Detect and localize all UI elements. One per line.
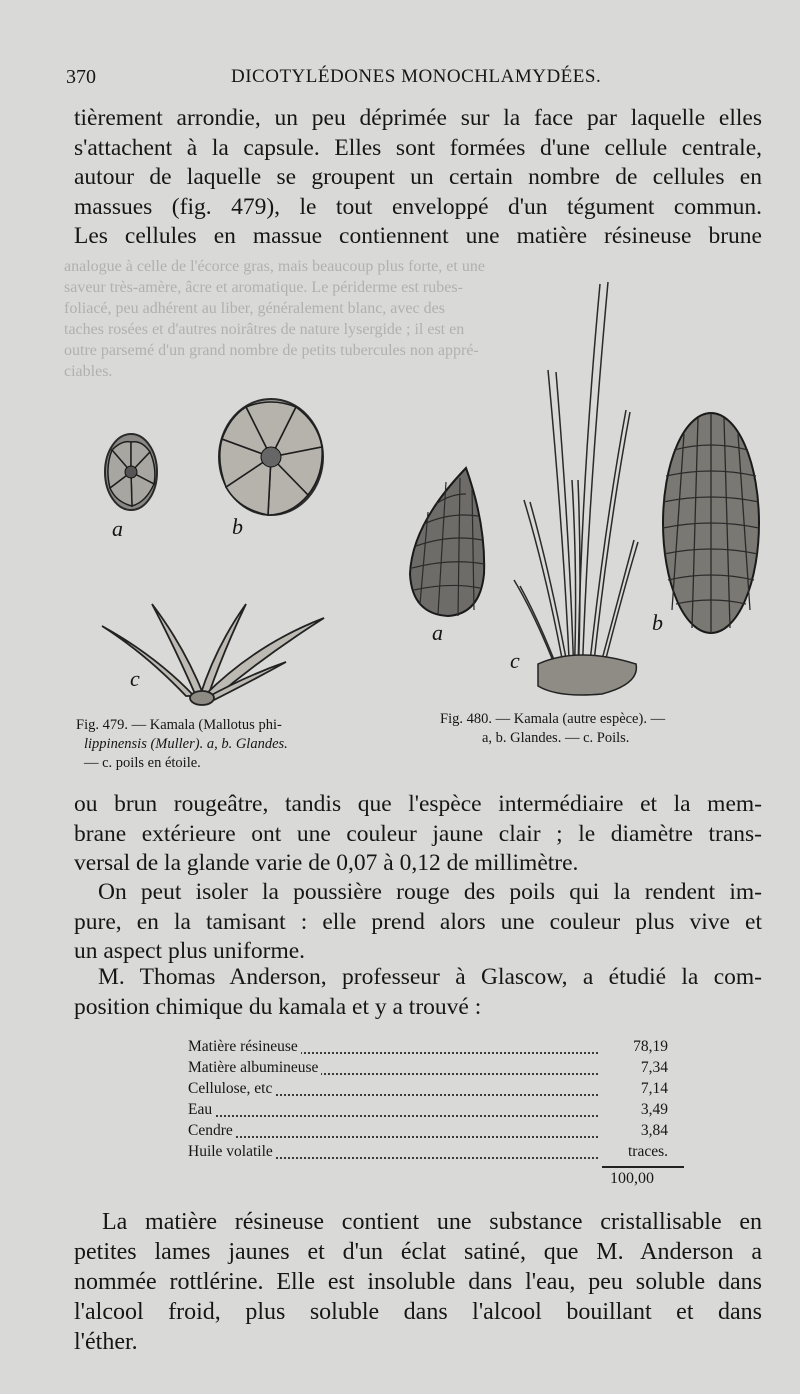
- figure-479-gland-a: [100, 428, 162, 518]
- caption-line: — c. poils en étoile.: [84, 755, 201, 771]
- figure-479-gland-b: [216, 395, 326, 520]
- bleedthrough-line: analogue à celle de l'écorce gras, mais beaucoup plus forte, et une: [64, 258, 485, 275]
- component-name: Eau: [188, 1101, 215, 1119]
- text-line: massues (fig. 479), le tout enveloppé d'un tégument commun.: [74, 193, 762, 220]
- text-line: pure, en la tamisant : elle prend alors une couleur plus vive et: [74, 908, 762, 935]
- component-name: Matière albumineuse: [188, 1059, 321, 1077]
- figure-480-caption: [440, 710, 760, 748]
- text-line: autour de laquelle se groupent un certain nombre de cellules en: [74, 164, 762, 190]
- total-rule: [602, 1166, 684, 1168]
- table-row: [188, 1038, 668, 1059]
- figure-480-label-b: b: [652, 610, 663, 635]
- caption-line: lippinensis (Muller). a, b. Glandes.: [84, 736, 288, 752]
- figure-480-label-c: c: [510, 648, 520, 673]
- component-value: 3,49: [640, 1101, 668, 1118]
- figure-479-label-c: c: [130, 666, 140, 691]
- figure-480-gland-a: [406, 464, 490, 620]
- text-line: l'éther.: [74, 1329, 138, 1355]
- text-line: versal de la glande varie de 0,07 à 0,12 de millimètre.: [74, 850, 579, 876]
- table-row: [188, 1080, 668, 1101]
- running-title: DICOTYLÉDONES MONOCHLAMYDÉES.: [231, 66, 602, 87]
- bleedthrough-line: outre parsemé d'un grand nombre de petits tubercules non appré-: [64, 342, 479, 359]
- text-line: La matière résineuse contient une substance cristallisable en: [102, 1209, 762, 1235]
- figure-479-caption: [76, 716, 366, 773]
- composition-total: 100,00: [610, 1170, 654, 1187]
- component-name: Matière résineuse: [188, 1038, 301, 1056]
- figure-479-label-b: b: [232, 514, 243, 539]
- bleedthrough-line: ciables.: [64, 363, 113, 380]
- figure-479-label-a: a: [112, 516, 123, 541]
- component-value: 7,34: [640, 1059, 668, 1076]
- bleedthrough-line: saveur très-amère, âcre et aromatique. Le périderme est rubes-: [64, 279, 463, 296]
- component-name: Cendre: [188, 1122, 236, 1140]
- paragraph-3: [74, 878, 762, 967]
- text-line: tièrement arrondie, un peu déprimée sur la face par laquelle elles: [74, 105, 762, 131]
- caption-line: Fig. 480. — Kamala (autre espèce). —: [440, 711, 666, 727]
- table-row: [188, 1101, 668, 1122]
- component-value: 7,14: [640, 1080, 668, 1097]
- paragraph-2: [74, 790, 762, 879]
- composition-table: [188, 1038, 668, 1164]
- text-line: ou brun rougeâtre, tandis que l'espèce intermédiaire et la mem-: [74, 791, 762, 817]
- paragraph-5: [74, 1207, 762, 1357]
- component-value: 3,84: [640, 1122, 668, 1139]
- text-line: nommée rottlérine. Elle est insoluble dans l'eau, peu soluble dans: [74, 1269, 762, 1295]
- text-line: brane extérieure ont une couleur jaune clair ; le diamètre trans-: [74, 820, 762, 847]
- table-row: [188, 1143, 668, 1164]
- caption-line: a, b. Glandes. — c. Poils.: [482, 730, 630, 746]
- paragraph-4: [74, 963, 762, 1022]
- figure-480-label-a: a: [432, 620, 443, 645]
- component-value: 78,19: [633, 1038, 668, 1055]
- component-name: Huile volatile: [188, 1143, 276, 1161]
- table-row: [188, 1059, 668, 1080]
- caption-line: Fig. 479. — Kamala (Mallotus phi-: [76, 717, 282, 733]
- text-line: position chimique du kamala et y a trouvé :: [74, 993, 482, 1020]
- text-line: On peut isoler la poussière rouge des poils qui la rendent im-: [98, 879, 762, 905]
- text-line: petites lames jaunes et d'un éclat satiné, que M. Anderson a: [74, 1239, 762, 1265]
- bleedthrough-text: [64, 256, 754, 382]
- table-row: [188, 1122, 668, 1143]
- paragraph-1: [74, 104, 762, 252]
- text-line: un aspect plus uniforme.: [74, 938, 306, 964]
- page-number: 370: [66, 66, 96, 88]
- page-header: [66, 66, 756, 92]
- component-value: traces.: [627, 1143, 668, 1160]
- figure-480-gland-b: [660, 410, 762, 636]
- component-name: Cellulose, etc: [188, 1080, 275, 1098]
- figure-480-hairs-c: [508, 280, 646, 700]
- bleedthrough-line: foliacé, peu adhérent au liber, généralement blanc, avec des: [64, 300, 445, 317]
- text-line: s'attachent à la capsule. Elles sont formées d'une cellule centrale,: [74, 134, 762, 161]
- text-line: l'alcool froid, plus soluble dans l'alcool bouillant et dans: [74, 1299, 762, 1325]
- text-line: M. Thomas Anderson, professeur à Glascow, a étudié la com-: [98, 964, 762, 990]
- bleedthrough-line: taches rosées et d'autres noirâtres de nature lysergide ; il est en: [64, 321, 465, 338]
- text-line: Les cellules en massue contiennent une matière résineuse brune: [74, 223, 762, 249]
